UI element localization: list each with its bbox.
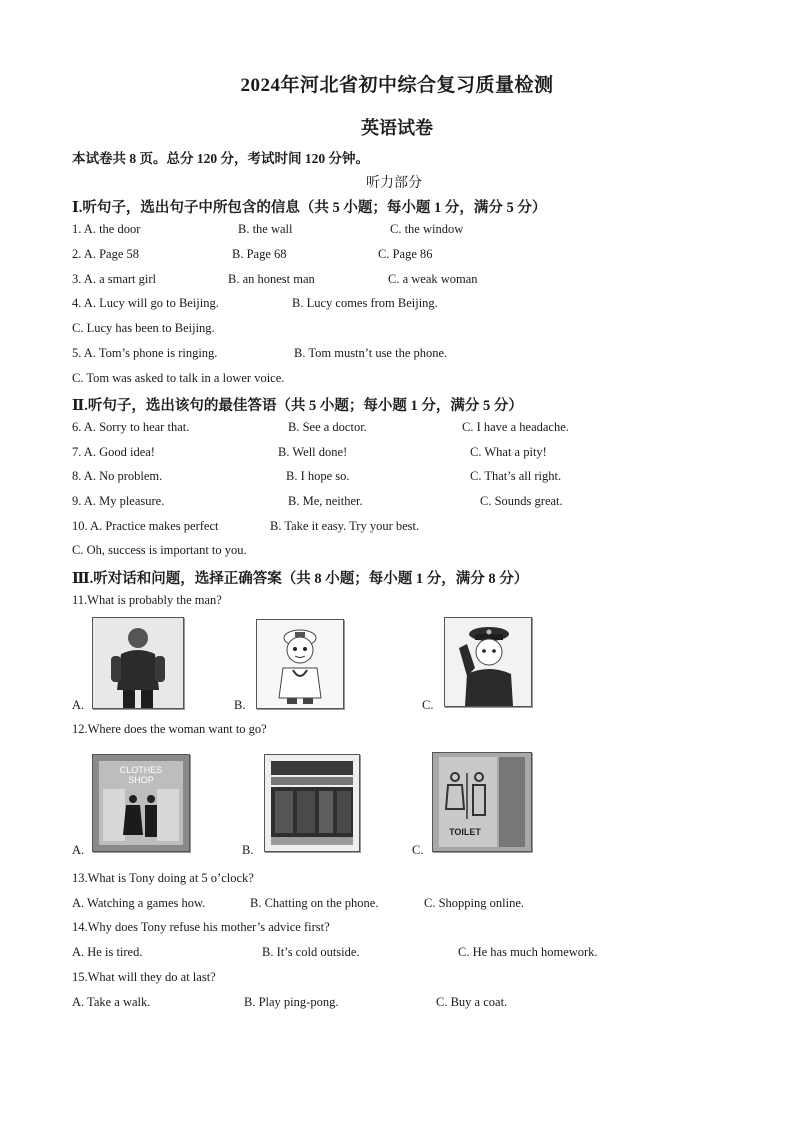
q9-option-c: C. Sounds great. bbox=[480, 494, 563, 508]
q5-option-b: B. Tom mustn’t use the phone. bbox=[294, 346, 448, 360]
q11-label-b: B. bbox=[234, 698, 246, 712]
q12-image-c bbox=[432, 752, 532, 852]
q12-label-b: B. bbox=[242, 843, 254, 857]
q1-option-a: 1. A. the door bbox=[72, 222, 141, 236]
q15-stem: 15.What will they do at last? bbox=[72, 970, 216, 984]
q15-option-c: C. Buy a coat. bbox=[436, 995, 508, 1009]
q12-stem: 12.Where does the woman want to go? bbox=[72, 722, 267, 736]
q11-label-c: C. bbox=[422, 698, 434, 712]
q6-option-b: B. See a doctor. bbox=[288, 420, 367, 434]
q12-image-b bbox=[264, 754, 360, 852]
section-1-heading: Ⅰ.听句子，选出句子中所包含的信息（共 5 小题；每小题 1 分，满分 5 分） bbox=[72, 200, 547, 216]
q13-option-a: A. Watching a games how. bbox=[72, 896, 206, 910]
q5-option-c: C. Tom was asked to talk in a lower voice. bbox=[72, 371, 285, 385]
q11-label-a: A. bbox=[72, 698, 85, 712]
page-subtitle: 英语试卷 bbox=[361, 118, 433, 138]
q3-option-c: C. a weak woman bbox=[388, 272, 478, 286]
q15-option-a: A. Take a walk. bbox=[72, 995, 151, 1009]
storefront-icon bbox=[265, 755, 359, 851]
q14-option-c: C. He has much homework. bbox=[458, 945, 598, 959]
q15-option-b: B. Play ping-pong. bbox=[244, 995, 339, 1009]
q1-option-c: C. the window bbox=[390, 222, 464, 236]
q4-option-c: C. Lucy has been to Beijing. bbox=[72, 321, 215, 335]
q12-image-a bbox=[92, 754, 190, 852]
q3-option-a: 3. A. a smart girl bbox=[72, 272, 157, 286]
q1-option-b: B. the wall bbox=[238, 222, 293, 236]
q11-image-c bbox=[444, 617, 532, 707]
q8-option-b: B. I hope so. bbox=[286, 469, 350, 483]
q9-option-a: 9. A. My pleasure. bbox=[72, 494, 165, 508]
toilet-sign-text: TOILET bbox=[449, 827, 481, 837]
q8-option-a: 8. A. No problem. bbox=[72, 469, 163, 483]
q4-option-b: B. Lucy comes from Beijing. bbox=[292, 296, 438, 310]
q14-option-b: B. It’s cold outside. bbox=[262, 945, 360, 959]
q9-option-b: B. Me, neither. bbox=[288, 494, 363, 508]
q5-option-a: 5. A. Tom’s phone is ringing. bbox=[72, 346, 218, 360]
doctor-icon bbox=[257, 620, 343, 708]
q8-option-c: C. That’s all right. bbox=[470, 469, 562, 483]
q10-option-b: B. Take it easy. Try your best. bbox=[270, 519, 420, 533]
toilet-sign-icon bbox=[433, 753, 531, 851]
man-standing-icon bbox=[93, 618, 183, 708]
q7-option-b: B. Well done! bbox=[278, 445, 348, 459]
q10-option-c: C. Oh, success is important to you. bbox=[72, 543, 247, 557]
q11-image-a bbox=[92, 617, 184, 709]
q6-option-c: C. I have a headache. bbox=[462, 420, 569, 434]
q11-image-b bbox=[256, 619, 344, 709]
clothes-shop-icon bbox=[93, 755, 189, 851]
part-label: 听力部分 bbox=[366, 176, 422, 191]
q13-option-c: C. Shopping online. bbox=[424, 896, 525, 910]
q13-stem: 13.What is Tony doing at 5 o’clock? bbox=[72, 871, 254, 885]
q12-label-a: A. bbox=[72, 843, 85, 857]
page-title: 2024年河北省初中综合复习质量检测 bbox=[240, 75, 554, 96]
q7-option-c: C. What a pity! bbox=[470, 445, 547, 459]
police-officer-icon bbox=[445, 618, 531, 706]
shop-sign-text-2: SHOP bbox=[128, 775, 154, 785]
q2-option-c: C. Page 86 bbox=[378, 247, 433, 261]
section-2-heading: Ⅱ.听句子，选出该句的最佳答语（共 5 小题；每小题 1 分，满分 5 分） bbox=[72, 398, 523, 414]
q14-option-a: A. He is tired. bbox=[72, 945, 143, 959]
q2-option-b: B. Page 68 bbox=[232, 247, 287, 261]
q6-option-a: 6. A. Sorry to hear that. bbox=[72, 420, 190, 434]
q2-option-a: 2. A. Page 58 bbox=[72, 247, 140, 261]
section-3-heading: Ⅲ.听对话和问题，选择正确答案（共 8 小题；每小题 1 分，满分 8 分） bbox=[72, 571, 529, 587]
q11-stem: 11.What is probably the man? bbox=[72, 593, 222, 607]
q3-option-b: B. an honest man bbox=[228, 272, 315, 286]
q14-stem: 14.Why does Tony refuse his mother’s advice first? bbox=[72, 920, 330, 934]
q4-option-a: 4. A. Lucy will go to Beijing. bbox=[72, 296, 219, 310]
q10-option-a: 10. A. Practice makes perfect bbox=[72, 519, 219, 533]
q13-option-b: B. Chatting on the phone. bbox=[250, 896, 379, 910]
exam-intro: 本试卷共 8 页。总分 120 分，考试时间 120 分钟。 bbox=[72, 151, 369, 166]
shop-sign-text-1: CLOTHES bbox=[119, 765, 163, 775]
q7-option-a: 7. A. Good idea! bbox=[72, 445, 155, 459]
q12-label-c: C. bbox=[412, 843, 424, 857]
